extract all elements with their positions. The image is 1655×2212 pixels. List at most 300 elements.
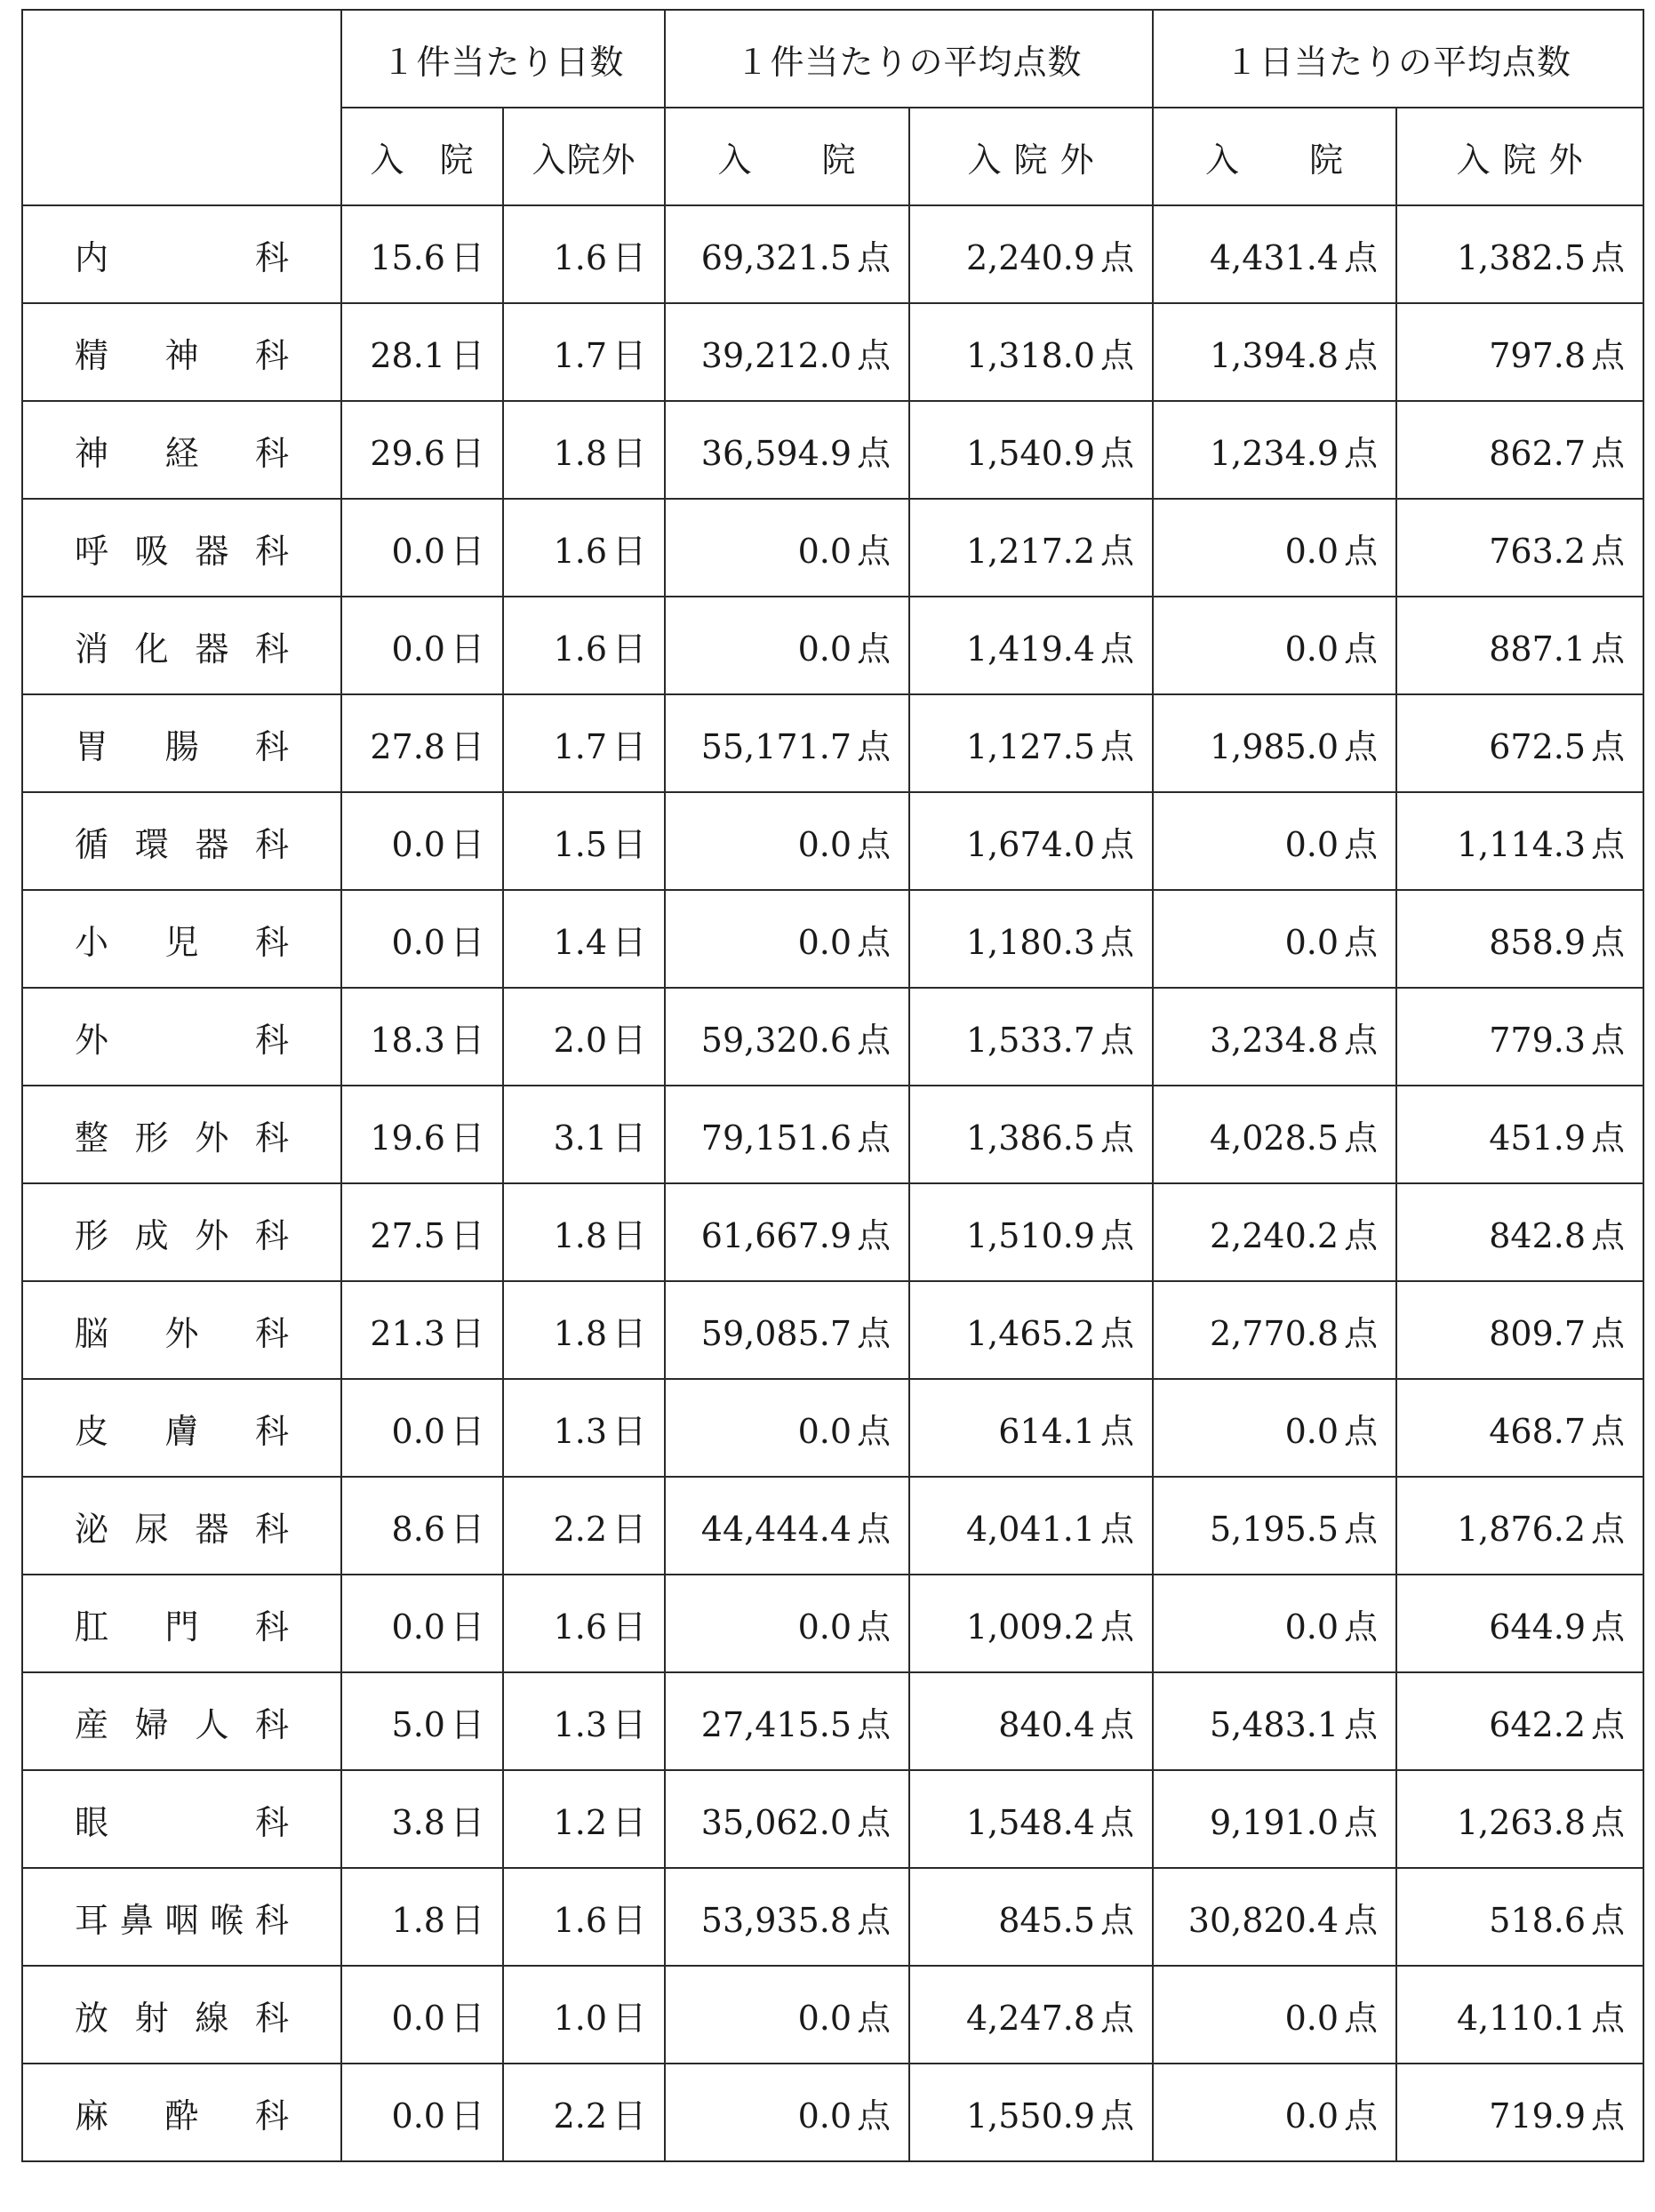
cell-value: 644.9 — [1489, 1607, 1587, 1647]
cell-unit: 点 — [1344, 433, 1379, 473]
department-name-char: 外 — [195, 1118, 229, 1158]
header-corner-cell — [22, 10, 341, 205]
cell-unit: 点 — [1344, 1020, 1379, 1060]
cell-unit: 点 — [1344, 1607, 1379, 1647]
table-row — [22, 1183, 1643, 1281]
cell-unit: 日 — [612, 433, 647, 473]
cell-value: 4,041.1 — [965, 1509, 1096, 1549]
cell-avg-day-inpatient — [1153, 890, 1396, 988]
cell-avg-day-outpatient — [1396, 1770, 1643, 1868]
department-name — [22, 988, 341, 1086]
cell-avg-case-inpatient — [665, 1477, 909, 1575]
cell-unit: 点 — [1591, 335, 1626, 375]
cell-value: 1.3 — [553, 1704, 607, 1744]
department-name-char: 婦 — [134, 1704, 169, 1744]
department-name-char: 尿 — [134, 1509, 169, 1549]
department-name — [22, 1575, 341, 1672]
cell-avg-day-inpatient — [1153, 1672, 1396, 1770]
cell-value: 69,321.5 — [700, 237, 851, 277]
cell-avg-case-inpatient — [665, 499, 909, 597]
department-name-char: 科 — [254, 433, 289, 473]
cell-avg-case-outpatient — [909, 890, 1153, 988]
cell-value: 39,212.0 — [700, 335, 851, 375]
department-name-char: 咽 — [164, 1900, 199, 1940]
cell-avg-case-inpatient — [665, 1868, 909, 1966]
cell-value: 1.7 — [553, 335, 607, 375]
cell-value: 0.0 — [797, 531, 851, 571]
header-row-groups — [22, 10, 1643, 108]
cell-days-outpatient — [503, 1770, 665, 1868]
cell-unit: 点 — [1100, 1509, 1135, 1549]
cell-unit: 日 — [612, 1704, 647, 1744]
cell-value: 0.0 — [797, 824, 851, 864]
cell-value: 4,028.5 — [1209, 1118, 1339, 1158]
cell-value: 36,594.9 — [700, 433, 851, 473]
cell-value: 672.5 — [1489, 726, 1587, 766]
cell-unit: 点 — [1344, 1509, 1379, 1549]
cell-days-inpatient — [341, 792, 503, 890]
cell-unit: 点 — [1591, 1411, 1626, 1451]
cell-value: 2.2 — [553, 1509, 607, 1549]
cell-value: 5,195.5 — [1209, 1509, 1339, 1549]
cell-days-inpatient — [341, 303, 503, 401]
cell-value: 1,386.5 — [965, 1118, 1096, 1158]
department-name-char: 器 — [195, 531, 229, 571]
department-name-char: 人 — [195, 1704, 229, 1744]
department-name-char: 科 — [254, 1215, 289, 1255]
department-name-char: 泌 — [75, 1509, 109, 1549]
cell-days-outpatient — [503, 1379, 665, 1477]
cell-unit: 点 — [857, 1020, 891, 1060]
cell-unit: 点 — [1591, 1215, 1626, 1255]
cell-unit: 日 — [450, 1900, 484, 1940]
cell-value: 2,240.9 — [965, 237, 1096, 277]
department-name-chars — [75, 1697, 289, 1746]
cell-avg-case-inpatient — [665, 988, 909, 1086]
cell-unit: 点 — [1100, 1118, 1135, 1158]
department-name-chars — [75, 328, 289, 377]
department-name-char: 形 — [75, 1215, 109, 1255]
cell-avg-case-outpatient — [909, 1868, 1153, 1966]
department-name-chars — [75, 817, 289, 866]
cell-avg-day-outpatient — [1396, 1966, 1643, 2064]
cell-days-inpatient — [341, 499, 503, 597]
department-name-char: 放 — [75, 1998, 109, 2038]
cell-unit: 日 — [612, 1802, 647, 1842]
cell-unit: 点 — [857, 237, 891, 277]
cell-avg-day-outpatient — [1396, 1086, 1643, 1183]
table-row — [22, 597, 1643, 694]
cell-avg-case-outpatient — [909, 205, 1153, 303]
cell-unit: 点 — [1591, 531, 1626, 571]
cell-avg-case-inpatient — [665, 1281, 909, 1379]
cell-days-outpatient — [503, 499, 665, 597]
cell-unit: 点 — [1344, 237, 1379, 277]
department-name-char: 器 — [195, 824, 229, 864]
cell-value: 1.6 — [553, 1607, 607, 1647]
department-name-char: 耳 — [75, 1900, 109, 1940]
department-name-char: 整 — [75, 1118, 109, 1158]
cell-unit: 日 — [450, 1998, 484, 2038]
cell-days-inpatient — [341, 1672, 503, 1770]
cell-avg-day-inpatient — [1153, 597, 1396, 694]
cell-value: 28.1 — [370, 335, 445, 375]
cell-avg-day-inpatient — [1153, 205, 1396, 303]
department-name-char: 科 — [254, 1313, 289, 1353]
cell-avg-day-outpatient — [1396, 1477, 1643, 1575]
subheader-case-inpatient: 入 院 — [665, 108, 909, 205]
cell-value: 1,318.0 — [965, 335, 1096, 375]
cell-unit: 点 — [1100, 1704, 1135, 1744]
cell-avg-case-inpatient — [665, 1575, 909, 1672]
cell-value: 2,240.2 — [1209, 1215, 1339, 1255]
cell-days-inpatient — [341, 1086, 503, 1183]
table-row — [22, 1575, 1643, 1672]
cell-avg-case-inpatient — [665, 694, 909, 792]
table-row — [22, 205, 1643, 303]
cell-unit: 点 — [1344, 1313, 1379, 1353]
cell-avg-case-outpatient — [909, 597, 1153, 694]
department-name-char: 神 — [164, 335, 199, 375]
cell-value: 862.7 — [1489, 433, 1587, 473]
cell-value: 887.1 — [1489, 629, 1587, 669]
department-name — [22, 1672, 341, 1770]
cell-value: 3.8 — [391, 1802, 445, 1842]
cell-days-inpatient — [341, 205, 503, 303]
cell-value: 1,263.8 — [1456, 1802, 1587, 1842]
cell-value: 53,935.8 — [700, 1900, 851, 1940]
department-name-chars — [75, 2088, 289, 2137]
cell-value: 21.3 — [370, 1313, 445, 1353]
cell-value: 61,667.9 — [700, 1215, 851, 1255]
cell-avg-day-outpatient — [1396, 2064, 1643, 2161]
cell-days-outpatient — [503, 1183, 665, 1281]
cell-avg-case-outpatient — [909, 792, 1153, 890]
cell-days-outpatient — [503, 694, 665, 792]
cell-value: 27.8 — [370, 726, 445, 766]
cell-unit: 点 — [1344, 629, 1379, 669]
cell-value: 0.0 — [797, 1411, 851, 1451]
department-name-char: 消 — [75, 629, 109, 669]
cell-avg-day-inpatient — [1153, 792, 1396, 890]
cell-unit: 日 — [612, 1411, 647, 1451]
cell-value: 468.7 — [1489, 1411, 1587, 1451]
cell-value: 0.0 — [1284, 629, 1339, 669]
cell-unit: 日 — [612, 824, 647, 864]
cell-days-outpatient — [503, 1868, 665, 1966]
cell-value: 1,180.3 — [965, 922, 1096, 962]
cell-avg-case-outpatient — [909, 988, 1153, 1086]
department-name-char: 肛 — [75, 1607, 109, 1647]
cell-days-inpatient — [341, 890, 503, 988]
cell-days-inpatient — [341, 1281, 503, 1379]
cell-value: 18.3 — [370, 1020, 445, 1060]
table-row — [22, 1868, 1643, 1966]
cell-value: 1,419.4 — [965, 629, 1096, 669]
department-name-chars — [75, 915, 289, 964]
cell-days-outpatient — [503, 890, 665, 988]
cell-value: 779.3 — [1489, 1020, 1587, 1060]
header-days-per-case: １件当たり日数 — [341, 10, 665, 108]
cell-unit: 点 — [1591, 1802, 1626, 1842]
cell-unit: 日 — [612, 922, 647, 962]
cell-value: 1,540.9 — [965, 433, 1096, 473]
cell-value: 5,483.1 — [1209, 1704, 1339, 1744]
department-name-chars — [75, 1208, 289, 1257]
cell-value: 1,533.7 — [965, 1020, 1096, 1060]
department-name-char: 小 — [75, 922, 109, 962]
department-name-char: 児 — [164, 922, 199, 962]
cell-value: 0.0 — [797, 1607, 851, 1647]
cell-value: 29.6 — [370, 433, 445, 473]
cell-value: 1.4 — [553, 922, 607, 962]
department-name-char: 循 — [75, 824, 109, 864]
department-name — [22, 597, 341, 694]
cell-avg-day-outpatient — [1396, 499, 1643, 597]
cell-unit: 日 — [612, 531, 647, 571]
table-row — [22, 890, 1643, 988]
table-row — [22, 792, 1643, 890]
cell-avg-case-outpatient — [909, 2064, 1153, 2161]
cell-avg-case-inpatient — [665, 401, 909, 499]
cell-unit: 点 — [1344, 1215, 1379, 1255]
cell-value: 518.6 — [1489, 1900, 1587, 1940]
cell-avg-case-outpatient — [909, 1672, 1153, 1770]
cell-avg-day-outpatient — [1396, 303, 1643, 401]
cell-days-outpatient — [503, 1281, 665, 1379]
cell-value: 15.6 — [370, 237, 445, 277]
department-name-char: 外 — [75, 1020, 109, 1060]
cell-value: 0.0 — [391, 531, 445, 571]
department-name-char: 科 — [254, 531, 289, 571]
cell-avg-case-inpatient — [665, 1672, 909, 1770]
cell-value: 1.6 — [553, 531, 607, 571]
department-name-char: 外 — [164, 1313, 199, 1353]
cell-unit: 点 — [857, 1802, 891, 1842]
department-name — [22, 401, 341, 499]
cell-days-inpatient — [341, 2064, 503, 2161]
cell-value: 55,171.7 — [700, 726, 851, 766]
cell-value: 0.0 — [1284, 824, 1339, 864]
cell-avg-day-outpatient — [1396, 1575, 1643, 1672]
cell-unit: 点 — [1100, 1802, 1135, 1842]
table-row — [22, 1086, 1643, 1183]
department-name-char: 腸 — [164, 726, 199, 766]
cell-unit: 日 — [450, 726, 484, 766]
department-name-char: 経 — [164, 433, 199, 473]
cell-unit: 日 — [612, 1215, 647, 1255]
cell-avg-case-inpatient — [665, 597, 909, 694]
cell-value: 0.0 — [391, 922, 445, 962]
department-name-char: 化 — [134, 629, 169, 669]
cell-avg-day-inpatient — [1153, 401, 1396, 499]
cell-avg-day-inpatient — [1153, 1770, 1396, 1868]
cell-unit: 日 — [612, 1607, 647, 1647]
cell-avg-day-outpatient — [1396, 1183, 1643, 1281]
cell-days-outpatient — [503, 597, 665, 694]
cell-unit: 日 — [450, 922, 484, 962]
cell-value: 1.6 — [553, 1900, 607, 1940]
department-name-char: 吸 — [134, 531, 169, 571]
department-name-chars — [75, 1991, 289, 2040]
cell-unit: 点 — [857, 1704, 891, 1744]
cell-value: 0.0 — [391, 629, 445, 669]
cell-value: 2.0 — [553, 1020, 607, 1060]
cell-value: 35,062.0 — [700, 1802, 851, 1842]
cell-value: 0.0 — [391, 824, 445, 864]
cell-days-outpatient — [503, 1575, 665, 1672]
cell-days-inpatient — [341, 1868, 503, 1966]
department-name-chars — [75, 1795, 289, 1844]
cell-unit: 点 — [1344, 1998, 1379, 2038]
department-name-char: 門 — [164, 1607, 199, 1647]
cell-value: 1.8 — [553, 433, 607, 473]
cell-days-inpatient — [341, 988, 503, 1086]
cell-unit: 日 — [450, 1215, 484, 1255]
cell-avg-case-outpatient — [909, 1966, 1153, 2064]
department-name-char: 呼 — [75, 531, 109, 571]
cell-unit: 点 — [857, 335, 891, 375]
cell-value: 0.0 — [797, 1998, 851, 2038]
department-name-chars — [75, 1404, 289, 1453]
cell-value: 1,234.9 — [1209, 433, 1339, 473]
table-row — [22, 694, 1643, 792]
table-row — [22, 303, 1643, 401]
cell-unit: 点 — [1591, 1509, 1626, 1549]
cell-value: 1,674.0 — [965, 824, 1096, 864]
subheader-days-inpatient: 入 院 — [341, 108, 503, 205]
cell-days-inpatient — [341, 1966, 503, 2064]
cell-avg-day-inpatient — [1153, 499, 1396, 597]
department-name — [22, 205, 341, 303]
cell-value: 1,382.5 — [1456, 237, 1587, 277]
cell-value: 0.0 — [1284, 2096, 1339, 2136]
department-name-char: 科 — [254, 1998, 289, 2038]
cell-unit: 点 — [1591, 629, 1626, 669]
cell-value: 1.6 — [553, 629, 607, 669]
cell-unit: 点 — [857, 1509, 891, 1549]
department-name — [22, 1477, 341, 1575]
cell-value: 1,985.0 — [1209, 726, 1339, 766]
cell-unit: 点 — [1591, 1313, 1626, 1353]
cell-avg-day-outpatient — [1396, 694, 1643, 792]
cell-value: 858.9 — [1489, 922, 1587, 962]
cell-value: 1.8 — [391, 1900, 445, 1940]
cell-value: 3.1 — [553, 1118, 607, 1158]
subheader-days-outpatient: 入院外 — [503, 108, 665, 205]
cell-avg-day-inpatient — [1153, 1477, 1396, 1575]
department-name-char: 鼻 — [119, 1900, 154, 1940]
cell-value: 0.0 — [391, 2096, 445, 2136]
cell-days-inpatient — [341, 1379, 503, 1477]
cell-unit: 日 — [612, 335, 647, 375]
department-name-char: 科 — [254, 1802, 289, 1842]
cell-unit: 点 — [857, 531, 891, 571]
cell-avg-case-outpatient — [909, 1086, 1153, 1183]
department-name-chars — [75, 1599, 289, 1648]
cell-unit: 日 — [450, 1020, 484, 1060]
cell-days-outpatient — [503, 988, 665, 1086]
cell-unit: 点 — [1591, 1998, 1626, 2038]
department-name — [22, 1379, 341, 1477]
department-name-char: 科 — [254, 2096, 289, 2136]
cell-unit: 点 — [1591, 726, 1626, 766]
department-name-char: 器 — [195, 629, 229, 669]
cell-value: 0.0 — [797, 2096, 851, 2136]
department-name — [22, 303, 341, 401]
cell-avg-case-outpatient — [909, 1379, 1153, 1477]
cell-unit: 点 — [1100, 824, 1135, 864]
cell-unit: 日 — [450, 1118, 484, 1158]
cell-value: 9,191.0 — [1209, 1802, 1339, 1842]
cell-avg-case-inpatient — [665, 792, 909, 890]
cell-value: 1.3 — [553, 1411, 607, 1451]
department-name-chars — [75, 1502, 289, 1551]
cell-unit: 点 — [1344, 922, 1379, 962]
department-name-chars — [75, 1013, 289, 1062]
cell-value: 4,110.1 — [1456, 1998, 1587, 2038]
cell-unit: 点 — [1591, 2096, 1626, 2136]
cell-unit: 点 — [1591, 1900, 1626, 1940]
department-name-char: 科 — [254, 1411, 289, 1451]
cell-value: 845.5 — [998, 1900, 1096, 1940]
cell-days-outpatient — [503, 303, 665, 401]
table-row — [22, 499, 1643, 597]
cell-value: 642.2 — [1489, 1704, 1587, 1744]
cell-avg-day-inpatient — [1153, 1379, 1396, 1477]
cell-avg-day-outpatient — [1396, 1868, 1643, 1966]
department-name-char: 科 — [254, 1704, 289, 1744]
department-name-char: 科 — [254, 335, 289, 375]
cell-avg-day-outpatient — [1396, 205, 1643, 303]
cell-days-inpatient — [341, 694, 503, 792]
department-name-char: 科 — [254, 1900, 289, 1940]
cell-unit: 点 — [1100, 1998, 1135, 2038]
cell-avg-day-outpatient — [1396, 597, 1643, 694]
cell-unit: 点 — [857, 433, 891, 473]
cell-days-inpatient — [341, 597, 503, 694]
department-name-char: 科 — [254, 824, 289, 864]
cell-unit: 点 — [1591, 237, 1626, 277]
cell-value: 840.4 — [998, 1704, 1096, 1744]
table-row — [22, 1770, 1643, 1868]
cell-unit: 点 — [1100, 2096, 1135, 2136]
department-name-char: 外 — [195, 1215, 229, 1255]
department-name-char: 射 — [134, 1998, 169, 2038]
cell-value: 0.0 — [391, 1607, 445, 1647]
subheader-day-inpatient: 入 院 — [1153, 108, 1396, 205]
department-name-char: 科 — [254, 1509, 289, 1549]
cell-unit: 日 — [450, 1607, 484, 1647]
department-name — [22, 1086, 341, 1183]
department-name-char: 成 — [134, 1215, 169, 1255]
department-name-char: 内 — [75, 237, 109, 277]
department-name-chars — [75, 1306, 289, 1355]
department-name-char: 科 — [254, 922, 289, 962]
cell-value: 59,085.7 — [700, 1313, 851, 1353]
cell-avg-case-inpatient — [665, 1183, 909, 1281]
cell-unit: 日 — [450, 531, 484, 571]
cell-unit: 点 — [857, 1313, 891, 1353]
department-name-char: 皮 — [75, 1411, 109, 1451]
cell-avg-day-outpatient — [1396, 890, 1643, 988]
cell-value: 1.2 — [553, 1802, 607, 1842]
cell-unit: 日 — [612, 1998, 647, 2038]
cell-value: 451.9 — [1489, 1118, 1587, 1158]
cell-avg-day-outpatient — [1396, 792, 1643, 890]
cell-value: 27.5 — [370, 1215, 445, 1255]
cell-unit: 点 — [1100, 1411, 1135, 1451]
